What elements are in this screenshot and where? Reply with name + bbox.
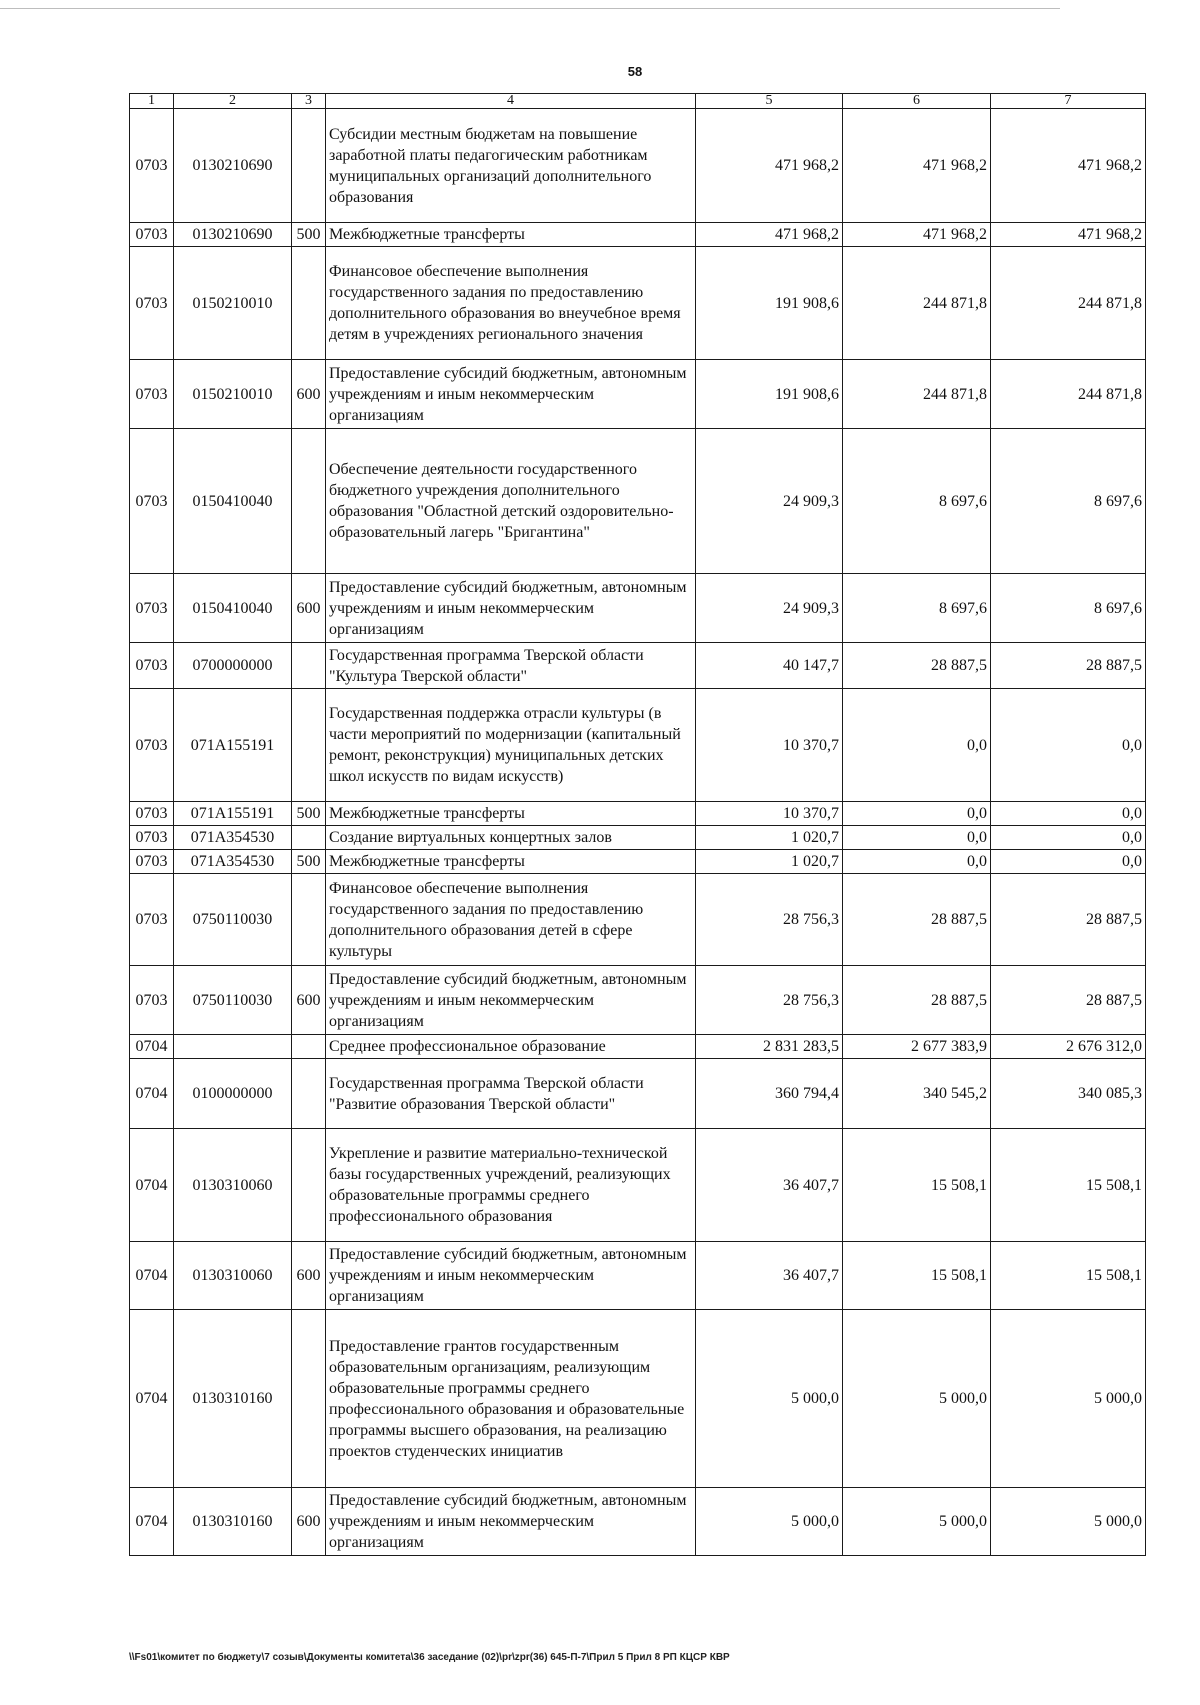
target-article-cell: 0130310160 — [174, 1488, 292, 1556]
target-article-cell: 0130310060 — [174, 1242, 292, 1310]
target-article-cell: 0130310160 — [174, 1310, 292, 1488]
table-row — [130, 643, 1146, 689]
amount-col5-cell: 471 968,2 — [696, 109, 843, 223]
amount-col7-cell: 471 968,2 — [991, 223, 1146, 247]
amount-col5-cell: 24 909,3 — [696, 429, 843, 574]
target-article-cell: 071A354530 — [174, 826, 292, 850]
amount-col6-cell: 244 871,8 — [843, 360, 991, 429]
table-row — [130, 360, 1146, 429]
amount-col5-cell: 1 020,7 — [696, 850, 843, 874]
amount-col6-cell: 244 871,8 — [843, 247, 991, 360]
expense-type-cell: 600 — [292, 1488, 326, 1556]
section-code-cell: 0703 — [130, 802, 174, 826]
file-path-footer: \\Fs01\комитет по бюджету\7 созыв\Документы комитета\36 заседание (02)\pr\zpr(36) 645-П-7\Прил 5 Прил 8 РП КЦСР КВР — [129, 1652, 730, 1663]
description-cell: Государственная программа Тверской области "Культура Тверской области" — [326, 643, 696, 689]
section-code-cell: 0703 — [130, 826, 174, 850]
table-row — [130, 1129, 1146, 1242]
amount-col6-cell: 8 697,6 — [843, 574, 991, 643]
header-row — [130, 94, 1146, 109]
amount-col7-cell: 0,0 — [991, 689, 1146, 802]
description-cell: Предоставление грантов государственным образовательным организациям, реализующим образовательные программы среднего профессионального образования и образовательные программы высшего образования, на реализацию проектов студенческих инициатив — [326, 1310, 696, 1488]
expense-type-cell — [292, 1035, 326, 1059]
section-code-cell: 0703 — [130, 109, 174, 223]
amount-col6-cell: 15 508,1 — [843, 1129, 991, 1242]
amount-col6-cell: 15 508,1 — [843, 1242, 991, 1310]
table-row — [130, 574, 1146, 643]
amount-col6-cell: 471 968,2 — [843, 223, 991, 247]
target-article-cell: 071A354530 — [174, 850, 292, 874]
target-article-cell: 0130210690 — [174, 109, 292, 223]
amount-col7-cell: 0,0 — [991, 826, 1146, 850]
expense-type-cell — [292, 1310, 326, 1488]
table-row — [130, 802, 1146, 826]
table-row — [130, 1488, 1146, 1556]
amount-col5-cell: 1 020,7 — [696, 826, 843, 850]
header-col-5: 5 — [696, 94, 843, 109]
table-row — [130, 429, 1146, 574]
expense-type-cell: 600 — [292, 966, 326, 1035]
amount-col6-cell: 8 697,6 — [843, 429, 991, 574]
amount-col7-cell: 5 000,0 — [991, 1488, 1146, 1556]
amount-col7-cell: 15 508,1 — [991, 1129, 1146, 1242]
amount-col5-cell: 5 000,0 — [696, 1488, 843, 1556]
section-code-cell: 0704 — [130, 1129, 174, 1242]
section-code-cell: 0704 — [130, 1059, 174, 1129]
table-row — [130, 1059, 1146, 1129]
section-code-cell: 0704 — [130, 1035, 174, 1059]
expense-type-cell: 500 — [292, 223, 326, 247]
amount-col6-cell: 2 677 383,9 — [843, 1035, 991, 1059]
header-col-7: 7 — [991, 94, 1146, 109]
target-article-cell: 0700000000 — [174, 643, 292, 689]
amount-col7-cell: 0,0 — [991, 802, 1146, 826]
amount-col5-cell: 2 831 283,5 — [696, 1035, 843, 1059]
amount-col7-cell: 244 871,8 — [991, 360, 1146, 429]
table-row — [130, 1242, 1146, 1310]
section-code-cell: 0703 — [130, 247, 174, 360]
amount-col7-cell: 8 697,6 — [991, 429, 1146, 574]
header-col-6: 6 — [843, 94, 991, 109]
table-row — [130, 223, 1146, 247]
section-code-cell: 0703 — [130, 966, 174, 1035]
amount-col6-cell: 28 887,5 — [843, 874, 991, 966]
amount-col5-cell: 5 000,0 — [696, 1310, 843, 1488]
amount-col6-cell: 471 968,2 — [843, 109, 991, 223]
description-cell: Создание виртуальных концертных залов — [326, 826, 696, 850]
amount-col5-cell: 40 147,7 — [696, 643, 843, 689]
scan-edge-line — [0, 8, 1060, 9]
table-row — [130, 966, 1146, 1035]
page-number: 58 — [627, 64, 643, 79]
expense-type-cell — [292, 247, 326, 360]
amount-col5-cell: 28 756,3 — [696, 874, 843, 966]
description-cell: Межбюджетные трансферты — [326, 223, 696, 247]
target-article-cell: 071A155191 — [174, 802, 292, 826]
table-header — [130, 94, 1146, 109]
amount-col6-cell: 0,0 — [843, 826, 991, 850]
amount-col7-cell: 0,0 — [991, 850, 1146, 874]
table-row — [130, 689, 1146, 802]
description-cell: Финансовое обеспечение выполнения государственного задания по предоставлению дополнительного образования во внеучебное время детям в учреждениях регионального значения — [326, 247, 696, 360]
target-article-cell: 0150210010 — [174, 360, 292, 429]
amount-col5-cell: 360 794,4 — [696, 1059, 843, 1129]
target-article-cell: 0750110030 — [174, 966, 292, 1035]
expense-type-cell: 500 — [292, 802, 326, 826]
table-row — [130, 1035, 1146, 1059]
description-cell: Предоставление субсидий бюджетным, автономным учреждениям и иным некоммерческим организациям — [326, 966, 696, 1035]
description-cell: Государственная программа Тверской области "Развитие образования Тверской области" — [326, 1059, 696, 1129]
section-code-cell: 0703 — [130, 429, 174, 574]
table-row — [130, 109, 1146, 223]
target-article-cell: 0150210010 — [174, 247, 292, 360]
description-cell: Укрепление и развитие материально-технической базы государственных учреждений, реализующих образовательные программы среднего профессионального образования — [326, 1129, 696, 1242]
target-article-cell: 0100000000 — [174, 1059, 292, 1129]
amount-col7-cell: 2 676 312,0 — [991, 1035, 1146, 1059]
target-article-cell: 071A155191 — [174, 689, 292, 802]
amount-col5-cell: 191 908,6 — [696, 247, 843, 360]
header-col-4: 4 — [326, 94, 696, 109]
section-code-cell: 0704 — [130, 1488, 174, 1556]
section-code-cell: 0703 — [130, 689, 174, 802]
header-col-3: 3 — [292, 94, 326, 109]
amount-col7-cell: 244 871,8 — [991, 247, 1146, 360]
expense-type-cell — [292, 429, 326, 574]
amount-col5-cell: 28 756,3 — [696, 966, 843, 1035]
section-code-cell: 0704 — [130, 1242, 174, 1310]
description-cell: Предоставление субсидий бюджетным, автономным учреждениям и иным некоммерческим организациям — [326, 574, 696, 643]
expense-type-cell — [292, 109, 326, 223]
amount-col5-cell: 10 370,7 — [696, 802, 843, 826]
description-cell: Среднее профессиональное образование — [326, 1035, 696, 1059]
amount-col7-cell: 28 887,5 — [991, 643, 1146, 689]
description-cell: Государственная поддержка отрасли культуры (в части мероприятий по модернизации (капитальный ремонт, реконструкция) муниципальных детских школ искусств по видам искусств) — [326, 689, 696, 802]
table-row — [130, 247, 1146, 360]
section-code-cell: 0704 — [130, 1310, 174, 1488]
expense-type-cell — [292, 826, 326, 850]
description-cell: Межбюджетные трансферты — [326, 850, 696, 874]
amount-col5-cell: 10 370,7 — [696, 689, 843, 802]
table-row — [130, 874, 1146, 966]
description-cell: Финансовое обеспечение выполнения государственного задания по предоставлению дополнительного образования детей в сфере культуры — [326, 874, 696, 966]
section-code-cell: 0703 — [130, 850, 174, 874]
table-body — [130, 109, 1146, 1556]
section-code-cell: 0703 — [130, 643, 174, 689]
amount-col7-cell: 28 887,5 — [991, 874, 1146, 966]
description-cell: Предоставление субсидий бюджетным, автономным учреждениям и иным некоммерческим организациям — [326, 1242, 696, 1310]
expense-type-cell — [292, 1059, 326, 1129]
description-cell: Предоставление субсидий бюджетным, автономным учреждениям и иным некоммерческим организациям — [326, 1488, 696, 1556]
amount-col7-cell: 8 697,6 — [991, 574, 1146, 643]
amount-col7-cell: 15 508,1 — [991, 1242, 1146, 1310]
table-row — [130, 1310, 1146, 1488]
expense-type-cell: 600 — [292, 360, 326, 429]
section-code-cell: 0703 — [130, 360, 174, 429]
amount-col6-cell: 28 887,5 — [843, 643, 991, 689]
amount-col5-cell: 191 908,6 — [696, 360, 843, 429]
amount-col6-cell: 0,0 — [843, 689, 991, 802]
expense-type-cell — [292, 1129, 326, 1242]
section-code-cell: 0703 — [130, 874, 174, 966]
target-article-cell: 0750110030 — [174, 874, 292, 966]
amount-col6-cell: 340 545,2 — [843, 1059, 991, 1129]
expense-type-cell — [292, 643, 326, 689]
section-code-cell: 0703 — [130, 574, 174, 643]
expense-type-cell: 500 — [292, 850, 326, 874]
amount-col6-cell: 28 887,5 — [843, 966, 991, 1035]
target-article-cell: 0150410040 — [174, 429, 292, 574]
amount-col5-cell: 36 407,7 — [696, 1242, 843, 1310]
amount-col6-cell: 0,0 — [843, 802, 991, 826]
amount-col7-cell: 340 085,3 — [991, 1059, 1146, 1129]
target-article-cell: 0130210690 — [174, 223, 292, 247]
amount-col6-cell: 5 000,0 — [843, 1310, 991, 1488]
table-row — [130, 826, 1146, 850]
target-article-cell: 0150410040 — [174, 574, 292, 643]
expense-type-cell — [292, 689, 326, 802]
budget-table — [129, 93, 1146, 1556]
description-cell: Обеспечение деятельности государственного бюджетного учреждения дополнительного образования "Областной детский оздоровительно-образовательный лагерь "Бригантина" — [326, 429, 696, 574]
expense-type-cell — [292, 874, 326, 966]
description-cell: Субсидии местным бюджетам на повышение заработной платы педагогическим работникам муниципальных организаций дополнительного образования — [326, 109, 696, 223]
amount-col6-cell: 0,0 — [843, 850, 991, 874]
amount-col5-cell: 36 407,7 — [696, 1129, 843, 1242]
amount-col5-cell: 471 968,2 — [696, 223, 843, 247]
description-cell: Предоставление субсидий бюджетным, автономным учреждениям и иным некоммерческим организациям — [326, 360, 696, 429]
amount-col7-cell: 28 887,5 — [991, 966, 1146, 1035]
section-code-cell: 0703 — [130, 223, 174, 247]
table-row — [130, 850, 1146, 874]
target-article-cell: 0130310060 — [174, 1129, 292, 1242]
header-col-2: 2 — [174, 94, 292, 109]
expense-type-cell: 600 — [292, 1242, 326, 1310]
amount-col6-cell: 5 000,0 — [843, 1488, 991, 1556]
target-article-cell — [174, 1035, 292, 1059]
expense-type-cell: 600 — [292, 574, 326, 643]
amount-col5-cell: 24 909,3 — [696, 574, 843, 643]
header-col-1: 1 — [130, 94, 174, 109]
amount-col7-cell: 471 968,2 — [991, 109, 1146, 223]
amount-col7-cell: 5 000,0 — [991, 1310, 1146, 1488]
description-cell: Межбюджетные трансферты — [326, 802, 696, 826]
